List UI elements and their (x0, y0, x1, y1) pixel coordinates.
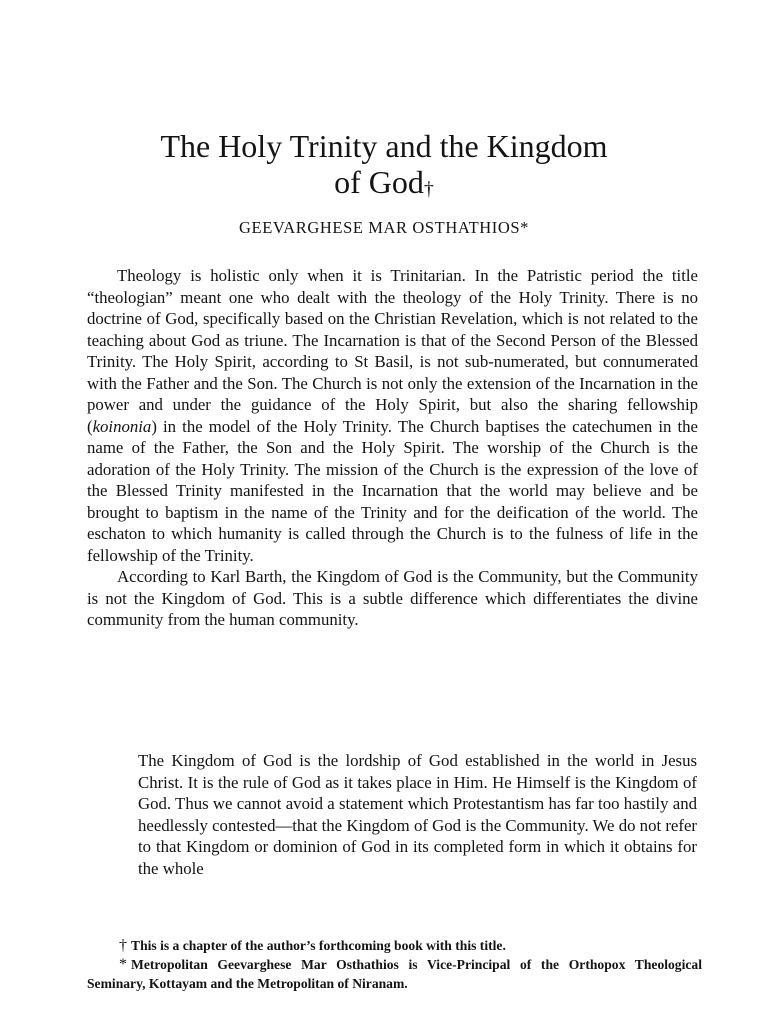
footnote-1 (87, 936, 702, 955)
paragraph-1-part-b: ) in the model of the Holy Trinity. The Church baptises the catechumen in the name of the Father, the Son and the Holy Spirit. The worship of the Church is the adoration of the Holy Trinity. The mission of the Church is the expression of the love of the Blessed Trinity manifested in the Incarnation that the world may believe and be brought to baptism in the name of the Trinity and for the deification of the world. The eschaton to which humanity is called through the Church is to the fulness of life in the fellowship of the Trinity. (87, 416, 698, 565)
article-title (60, 128, 708, 207)
title-line-1: The Holy Trinity and the Kingdom (160, 128, 608, 164)
paragraph-1-part-a: Theology is holistic only when it is Trinitarian. In the Patristic period the title “theologian” meant one who dealt with the theology of the Holy Trinity. There is no doctrine of God, specifically based on the Christian Revelation, which is not related to the teaching about God as triune. The Incarnation is that of the Second Person of the Blessed Trinity. The Holy Spirit, according to St Basil, is not sub-numerated, but connumerated with the Father and the Son. The Church is not only the extension of the Incarnation in the power and under the guidance of the Holy Spirit, but also the sharing fellowship ( (87, 266, 698, 436)
footnote-1-mark: † (119, 937, 127, 954)
title-footnote-mark: † (423, 178, 434, 200)
footnote-1-text: This is a chapter of the author’s forthcoming book with this title. (131, 938, 506, 953)
footnote-2-text: Metropolitan Geevarghese Mar Osthathios is Vice-Principal of the Orthopox Theological Seminary, Kottayam and the Metropolitan of Niranam. (87, 957, 702, 991)
article-body (87, 265, 698, 631)
title-line-2: of God (334, 164, 424, 200)
paragraph-1-italic: koinonia (92, 416, 152, 436)
footnote-2 (87, 955, 702, 993)
footnote-2-mark: * (119, 956, 127, 973)
paragraph-2: According to Karl Barth, the Kingdom of God is the Community, but the Community is not the Kingdom of God. This is a subtle difference which differentiates the divine community from the human community. (87, 567, 698, 629)
block-quote: The Kingdom of God is the lordship of God established in the world in Jesus Christ. It is the rule of God as it takes place in Him. He Himself is the Kingdom of God. Thus we cannot avoid a statement which Protestantism has far too hastily and heedlessly contested—that the Kingdom of God is the Community. We do not refer to that Kingdom or dominion of God in its completed form in which it obtains for the whole (138, 751, 697, 878)
author-name: GEEVARGHESE MAR OSTHATHIOS* (239, 218, 529, 237)
title-line-2-wrap (60, 164, 708, 207)
paragraph-1 (87, 265, 698, 566)
footnotes (87, 936, 702, 993)
